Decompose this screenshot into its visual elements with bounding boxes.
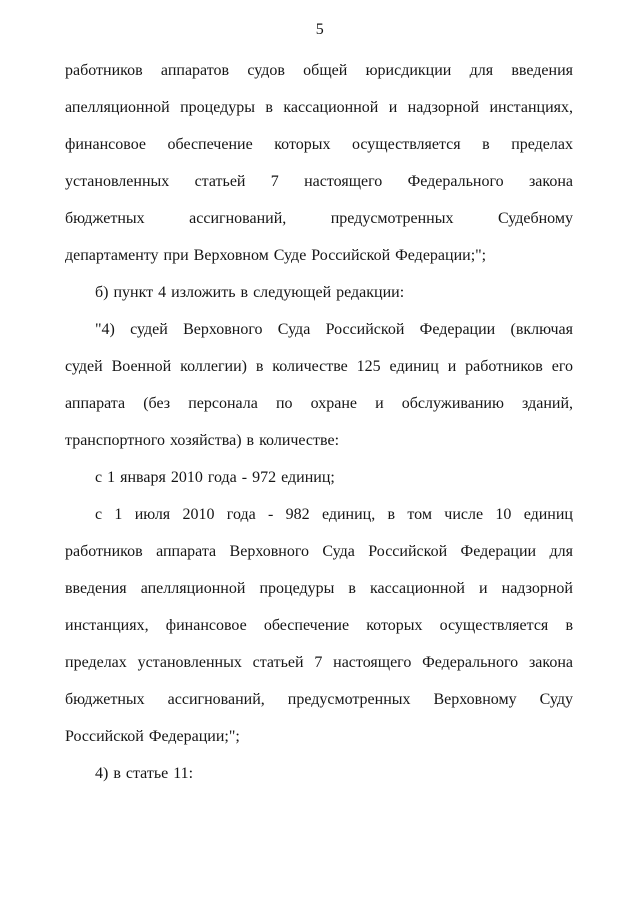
- document-body: [0, 52, 640, 792]
- text-line: "4) судей Верховного Суда Российской Федерации (включая: [95, 321, 573, 338]
- paragraph: [65, 496, 573, 755]
- text-line: судей Военной коллегии) в количестве 125 единиц и работников его: [65, 358, 573, 375]
- text-line: департаменту при Верховном Суде Российской Федерации;";: [65, 247, 487, 264]
- text-line: пределах установленных статьей 7 настоящего Федерального закона: [65, 654, 573, 671]
- page-number: 5: [315, 21, 325, 38]
- paragraph: [65, 459, 573, 496]
- paragraph: [65, 755, 573, 792]
- text-line: инстанциях, финансовое обеспечение которых осуществляется в: [65, 617, 573, 634]
- text-line: работников аппаратов судов общей юрисдикции для введения: [65, 62, 573, 79]
- text-line: введения апелляционной процедуры в кассационной и надзорной: [65, 580, 573, 597]
- text-line: Российской Федерации;";: [65, 728, 240, 745]
- text-line: транспортного хозяйства) в количестве:: [65, 432, 340, 449]
- text-line: б) пункт 4 изложить в следующей редакции:: [95, 284, 405, 301]
- paragraph: [65, 311, 573, 459]
- text-line: аппарата (без персонала по охране и обслуживанию зданий,: [65, 395, 573, 412]
- text-line: установленных статьей 7 настоящего Федерального закона: [65, 173, 573, 190]
- text-line: с 1 января 2010 года - 972 единиц;: [95, 469, 335, 486]
- paragraph: [65, 52, 573, 274]
- paragraph: [65, 274, 573, 311]
- text-line: 4) в статье 11:: [95, 765, 194, 782]
- text-line: бюджетных ассигнований, предусмотренных Верховному Суду: [65, 691, 573, 708]
- text-line: апелляционной процедуры в кассационной и надзорной инстанциях,: [65, 99, 573, 116]
- text-line: работников аппарата Верховного Суда Российской Федерации для: [65, 543, 573, 560]
- text-line: финансовое обеспечение которых осуществляется в пределах: [65, 136, 573, 153]
- text-line: бюджетных ассигнований, предусмотренных Судебному: [65, 210, 573, 227]
- text-line: с 1 июля 2010 года - 982 единиц, в том числе 10 единиц: [95, 506, 573, 523]
